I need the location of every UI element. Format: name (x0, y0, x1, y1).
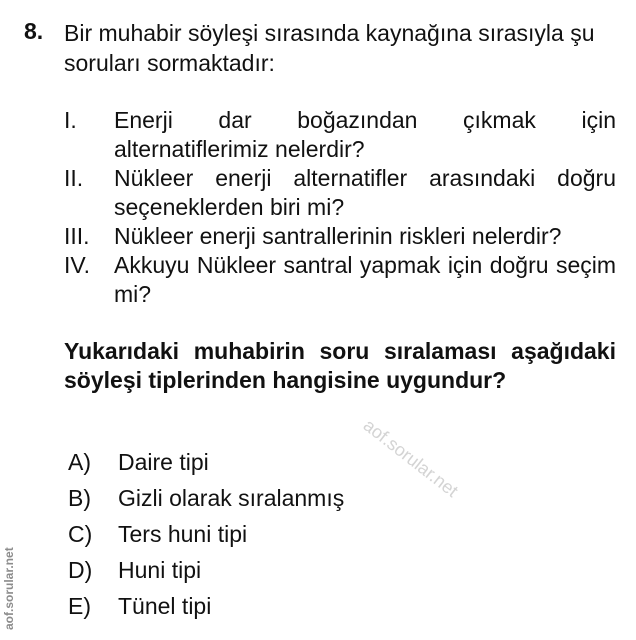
statement-text: Akkuyu Nükleer santral yapmak için doğru seçim mi? (114, 252, 616, 307)
statement-3 (64, 222, 616, 251)
statement-list (64, 106, 616, 309)
question-prompt: Yukarıdaki muhabirin soru sıralaması aşağıdaki söyleşi tiplerinden hangisine uygundur? (64, 338, 616, 393)
option-d[interactable] (68, 552, 344, 588)
statement-text: Nükleer enerji alternatifler arasındaki doğru seçeneklerden biri mi? (114, 165, 616, 220)
statement-numeral: II. (64, 165, 84, 191)
option-text: Ters huni tipi (118, 520, 248, 547)
statement-text: Enerji dar boğazından çıkmak için alternatiflerimiz nelerdir? (114, 107, 616, 162)
statement-2 (64, 164, 616, 222)
option-e[interactable] (68, 588, 344, 624)
option-letter: D) (68, 556, 93, 583)
side-watermark: aof.sorular.net (2, 547, 16, 630)
option-letter: B) (68, 484, 91, 511)
statement-text: Nükleer enerji santrallerinin riskleri nelerdir? (114, 223, 562, 249)
statement-numeral: I. (64, 107, 77, 133)
option-c[interactable] (68, 516, 344, 552)
option-text: Tünel tipi (118, 592, 212, 619)
statement-numeral: III. (64, 223, 90, 249)
option-letter: A) (68, 448, 91, 475)
option-letter: E) (68, 592, 91, 619)
option-text: Gizli olarak sıralanmış (118, 484, 345, 511)
option-a[interactable] (68, 444, 344, 480)
option-b[interactable] (68, 480, 344, 516)
question-number: 8. (24, 18, 44, 44)
question-stem: Bir muhabir söyleşi sırasında kaynağına sırasıyla şu soruları sormaktadır: (64, 20, 595, 76)
statement-1 (64, 106, 616, 164)
option-text: Daire tipi (118, 448, 209, 475)
answer-options (68, 444, 344, 624)
option-text: Huni tipi (118, 556, 202, 583)
statement-numeral: IV. (64, 252, 91, 278)
option-letter: C) (68, 520, 93, 547)
statement-4 (64, 251, 616, 309)
diagonal-watermark: aof.sorular.net (359, 415, 462, 501)
